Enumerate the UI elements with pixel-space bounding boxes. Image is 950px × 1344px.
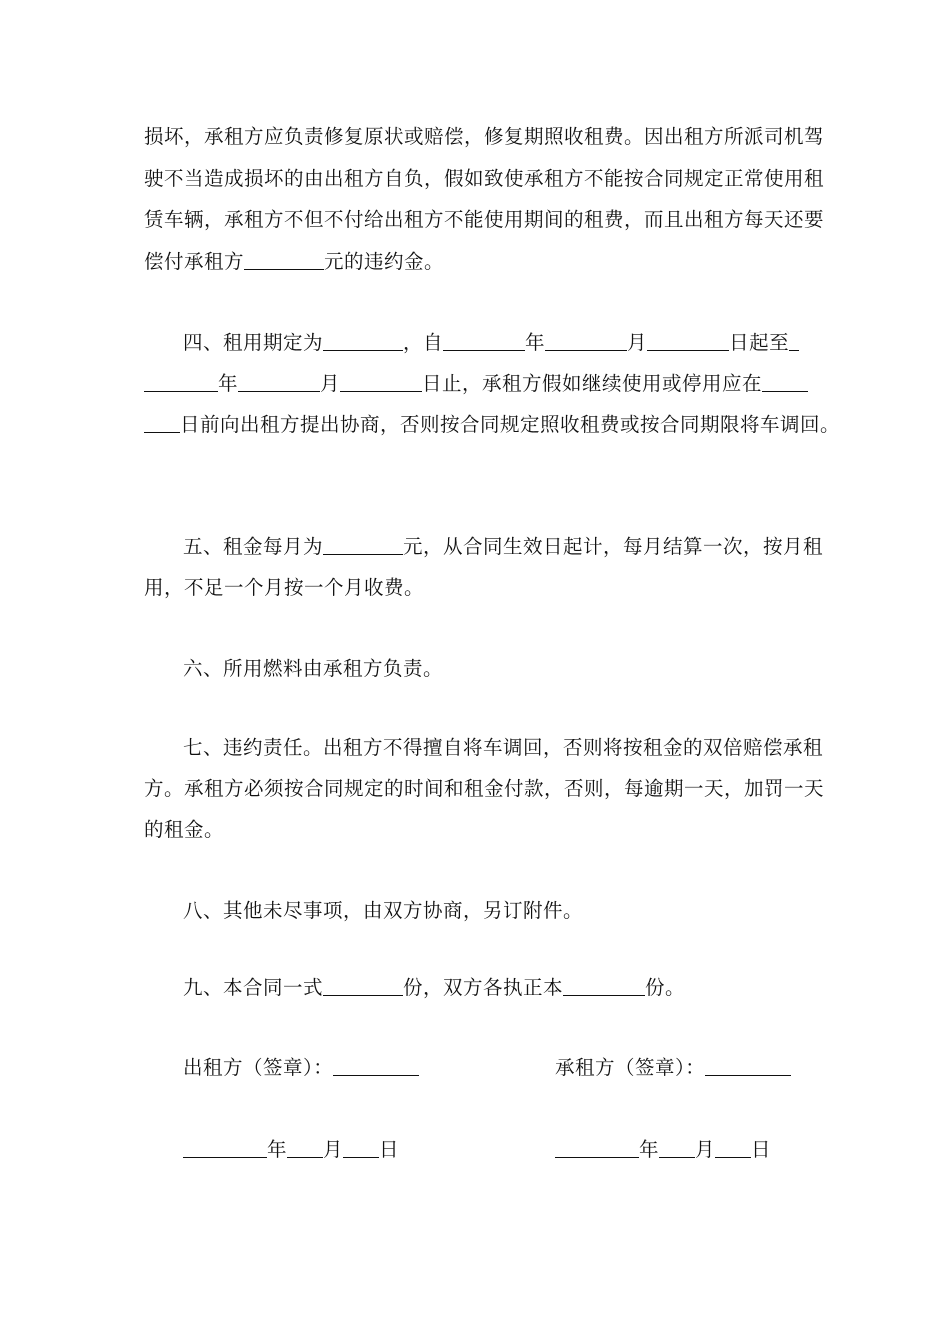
blank-field[interactable] [144, 371, 218, 392]
month-field[interactable] [659, 1137, 695, 1158]
clause7-line2: 方。承租方必须按合同规定的时间和租金付款，否则，每逾期一天，加罚一天 [144, 777, 825, 800]
clause6-line: 六、所用燃料由承租方负责。 [183, 657, 444, 680]
blank-field[interactable] [443, 330, 525, 351]
blank-field[interactable] [647, 330, 729, 351]
blank-field[interactable] [323, 975, 403, 996]
lessee-signature-field[interactable] [705, 1055, 791, 1076]
clause5-line2: 用，不足一个月按一个月收费。 [144, 576, 425, 599]
blank-field[interactable] [789, 330, 799, 351]
clause8-line: 八、其他未尽事项，由双方协商，另订附件。 [183, 899, 584, 922]
lessor-signature-field[interactable] [333, 1055, 419, 1076]
blank-field[interactable] [762, 371, 808, 392]
lessee-date: 年 月 日 [555, 1136, 771, 1164]
blank-field[interactable] [323, 534, 403, 555]
clause3-line3: 赁车辆，承租方不但不付给出租方不能使用期间的租费，而且出租方每天还要 [144, 208, 825, 231]
blank-field[interactable] [563, 975, 645, 996]
clause3-line4: 偿付承租方 元的违约金。 [144, 250, 445, 273]
clause4-line1: 四、租用期定为 ，自 年 月 日起至 [183, 329, 853, 357]
clause3-line1: 损坏，承租方应负责修复原状或赔偿，修复期照收租费。因出租方所派司机驾 [144, 125, 825, 148]
month-field[interactable] [287, 1137, 323, 1158]
lessee-signature: 承租方（签章）： [555, 1054, 791, 1082]
day-field[interactable] [343, 1137, 379, 1158]
blank-field[interactable] [144, 412, 180, 433]
blank-field[interactable] [545, 330, 627, 351]
lessor-date: 年 月 日 [183, 1136, 399, 1164]
year-field[interactable] [183, 1137, 267, 1158]
blank-field[interactable] [323, 330, 403, 351]
clause9-line: 九、本合同一式 份，双方各执正本 份。 [183, 976, 686, 999]
blank-field[interactable] [244, 249, 324, 270]
year-field[interactable] [555, 1137, 639, 1158]
clause4-line2: 年 月 日止，承租方假如继续使用或停用应在 [144, 370, 814, 398]
clause4-line3: 日前向出租方提出协商，否则按合同规定照收租费或按合同期限将车调回。 [144, 411, 814, 439]
clause7-line1: 七、违约责任。出租方不得擅自将车调回，否则将按租金的双倍赔偿承租 [183, 736, 824, 759]
clause7-line3: 的租金。 [144, 818, 225, 841]
clause5-line1: 五、租金每月为 元，从合同生效日起计，每月结算一次，按月租 [183, 535, 824, 558]
day-field[interactable] [715, 1137, 751, 1158]
lessor-signature: 出租方（签章）： [183, 1054, 419, 1082]
clause3-line2: 驶不当造成损坏的由出租方自负，假如致使承租方不能按合同规定正常使用租 [144, 167, 825, 190]
blank-field[interactable] [340, 371, 422, 392]
blank-field[interactable] [238, 371, 320, 392]
